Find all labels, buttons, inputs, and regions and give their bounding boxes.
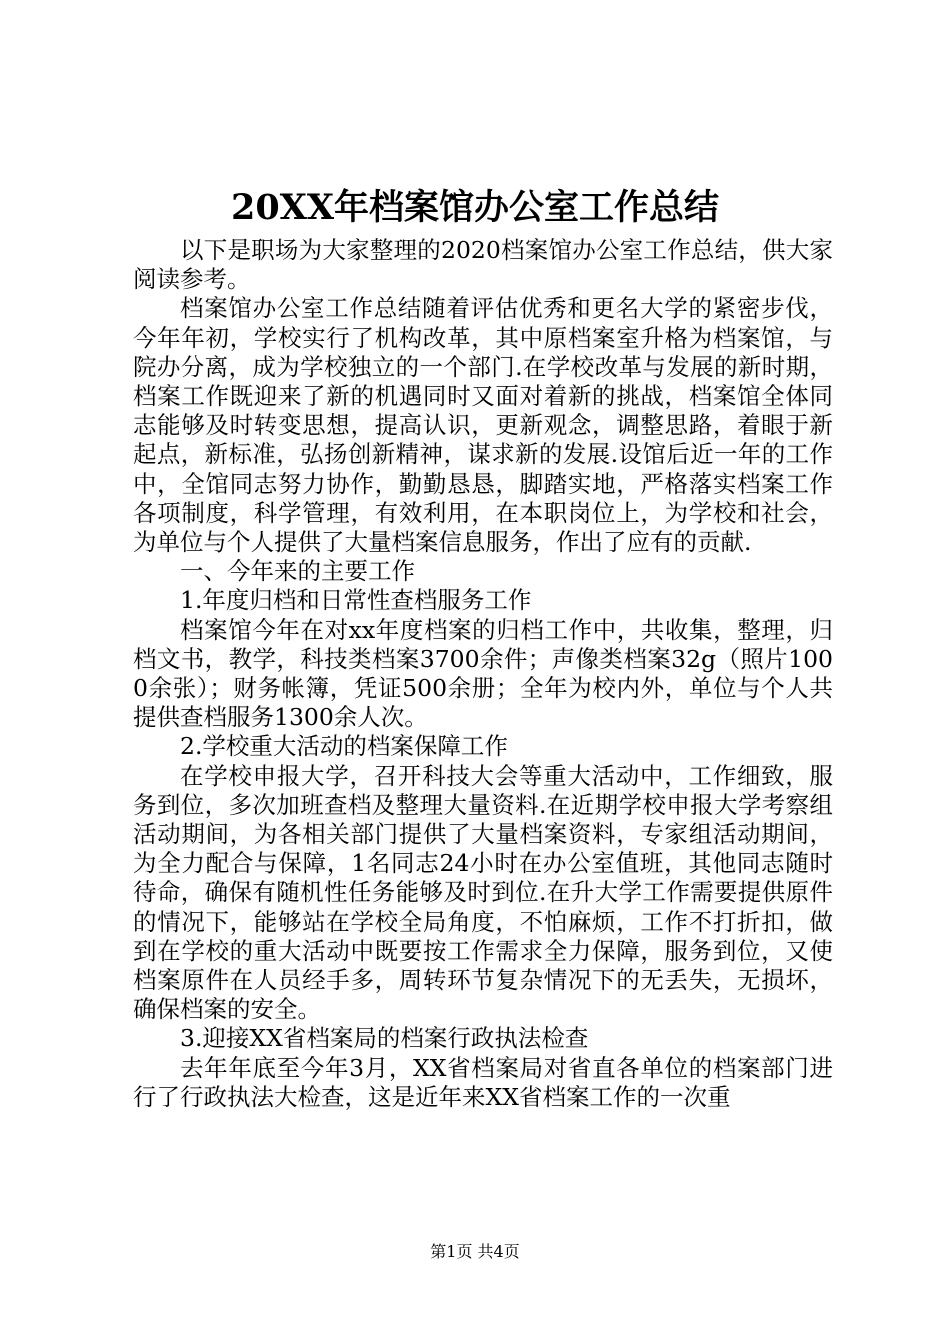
document-title: 20XX年档案馆办公室工作总结: [230, 187, 720, 228]
subheading-major-events: 2.学校重大活动的档案保障工作: [180, 732, 508, 761]
subheading-annual-archiving: 1.年度归档和日常性查档服务工作: [180, 586, 532, 615]
paragraph-intro: 以下是职场为大家整理的2020档案馆办公室工作总结，供大家阅读参考。: [133, 236, 833, 294]
page-footer: 第1页 共4页: [430, 1242, 520, 1261]
paragraph-overview: 档案馆办公室工作总结随着评估优秀和更名大学的紧密步伐，今年年初，学校实行了机构改革，其中原档案室升格为档案馆，与院办分离，成为学校独立的一个部门.在学校改革与发展的新时期，档案工作既迎来了新的机遇同时又面对着新的挑战，档案馆全体同志能够及时转变思想，提高认识，更新观念，调整思路，着眼于新起点，新标准，弘扬创新精神，谋求新的发展.设馆后近一年的工作中，全馆同志努力协作，勤勤恳恳，脚踏实地，严格落实档案工作各项制度，科学管理，有效利用，在本职岗位上，为学校和社会，为单位与个人提供了大量档案信息服务，作出了应有的贡献.: [133, 294, 833, 557]
paragraph-annual-archiving: 档案馆今年在对xx年度档案的归档工作中，共收集，整理，归档文书，教学，科技类档案3700余件；声像类档案32g（照片1000余张）；财务帐簿，凭证500余册；全年为校内外，单位与个人共提供查档服务1300余人次。: [133, 615, 833, 732]
paragraph-inspection: 去年年底至今年3月，XX省档案局对省直各单位的档案部门进行了行政执法大检查，这是近年来XX省档案工作的一次重: [133, 1053, 833, 1111]
section-heading-main-work: 一、今年来的主要工作: [180, 557, 415, 586]
paragraph-major-events: 在学校申报大学，召开科技大会等重大活动中，工作细致，服务到位，多次加班查档及整理大量资料.在近期学校申报大学考察组活动期间，为各相关部门提供了大量档案资料，专家组活动期间，为全力配合与保障，1名同志24小时在办公室值班，其他同志随时待命，确保有随机性任务能够及时到位.在升大学工作需要提供原件的情况下，能够站在学校全局角度，不怕麻烦，工作不打折扣，做到在学校的重大活动中既要按工作需求全力保障，服务到位，又使档案原件在人员经手多，周转环节复杂情况下的无丢失，无损坏，确保档案的安全。: [133, 761, 833, 1024]
subheading-inspection: 3.迎接XX省档案局的档案行政执法检查: [180, 1024, 589, 1053]
document-body: [133, 236, 833, 1112]
